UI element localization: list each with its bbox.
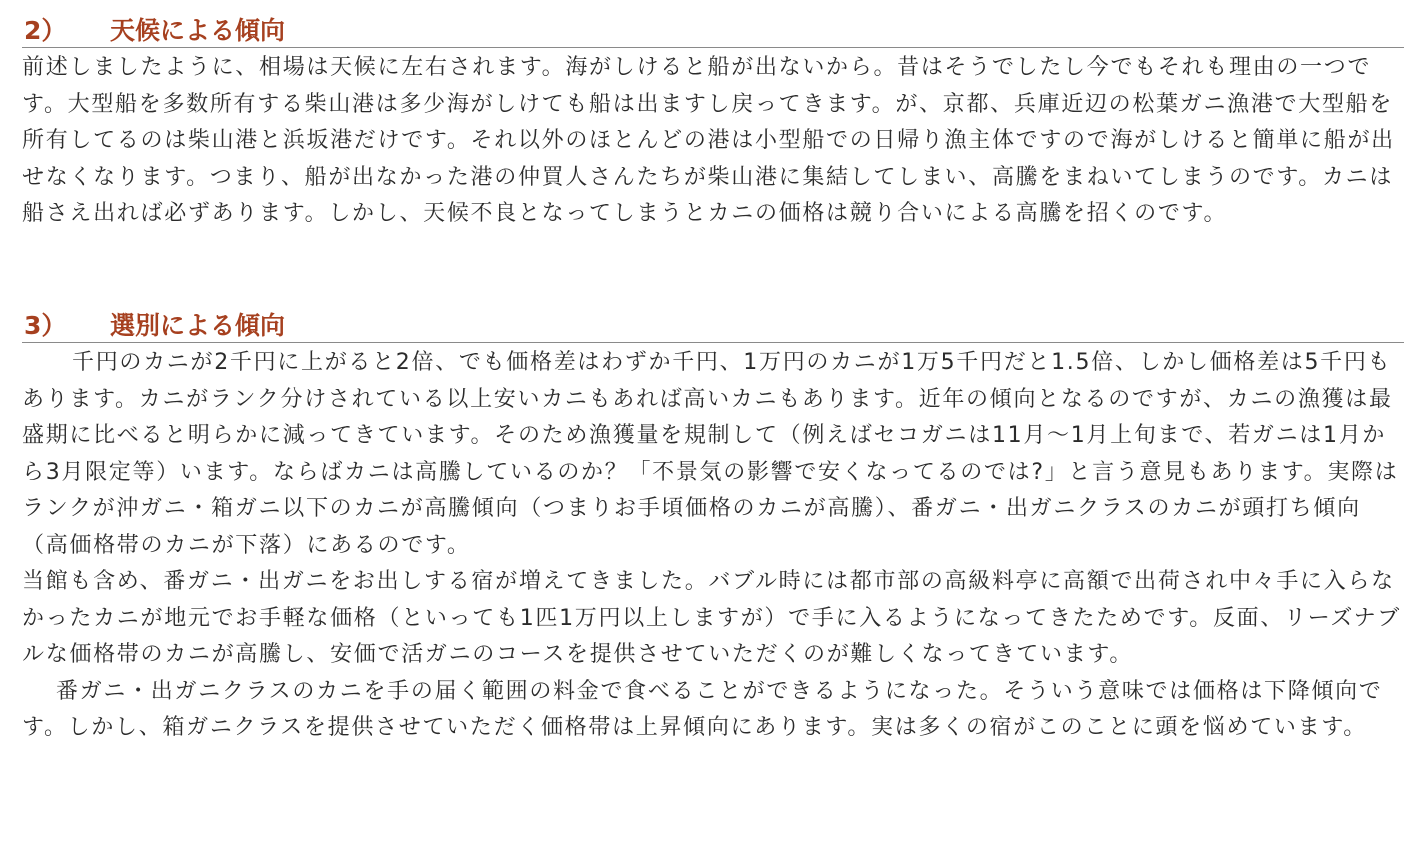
section-weather-trend (22, 16, 1404, 233)
section-number: 3） (24, 311, 67, 340)
section-heading (22, 311, 1404, 343)
paragraph: 番ガニ・出ガニクラスのカニを手の届く範囲の料金で食べることができるようになった。そういう意味では価格は下降傾向です。しかし、箱ガニクラスを提供させていただく価格帯は上昇傾向にあります。実は多くの宿がこのことに頭を悩めています。 (22, 678, 1383, 740)
paragraph: 当館も含め、番ガニ・出ガニをお出しする宿が増えてきました。バブル時には都市部の高級料亭に高額で出荷され中々手に入らなかったカニが地元でお手軽な価格（といっても1匹1万円以上しますが）で手に入るようになってきたためです。反面、リーズナブルな価格帯のカニが高騰し、安価で活ガニのコースを提供させていただくのが難しくなってきています。 (22, 569, 1401, 667)
section-body (22, 48, 1404, 233)
section-number: 2） (24, 16, 67, 45)
paragraph: 前述しましたように、相場は天候に左右されます。海がしけると船が出ないから。昔はそうでしたし今でもそれも理由の一つです。大型船を多数所有する柴山港は多少海がしけても船は出ますし戻ってきます。が、京都、兵庫近辺の松葉ガニ漁港で大型船を所有してるのは柴山港と浜坂港だけです。それ以外のほとんどの港は小型船での日帰り漁主体ですので海がしけると簡単に船が出せなくなります。つまり、船が出なかった港の仲買人さんたちが柴山港に集結してしまい、高騰をまねいてしまうのです。カニは船さえ出れば必ずあります。しかし、天候不良となってしまうとカニの価格は競り合いによる高騰を招くのです。 (22, 55, 1395, 226)
section-heading (22, 16, 1404, 48)
section-body (22, 343, 1404, 747)
section-selection-trend (22, 311, 1404, 747)
paragraph: 千円のカニが2千円に上がると2倍、でも価格差はわずか千円、1万円のカニが1万5千円だと1.5倍、しかし価格差は5千円もあります。カニがランク分けされている以上安いカニもあれば高いカニもあります。近年の傾向となるのですが、カニの漁獲は最盛期に比べると明らかに減ってきています。そのため漁獲量を規制して（例えばセコガニは11月〜1月上旬まで、若ガニは1月から3月限定等）います。ならばカニは高騰しているのか？「不景気の影響で安くなってるのでは?」と言う意見もあります。実際はランクが沖ガニ・箱ガニ以下のカニが高騰傾向（つまりお手頃価格のカニが高騰）、番ガニ・出ガニクラスのカニが頭打ち傾向（高価格帯のカニが下落）にあるのです。 (22, 350, 1399, 558)
section-title: 天候による傾向 (110, 16, 286, 45)
section-title: 選別による傾向 (110, 311, 286, 340)
